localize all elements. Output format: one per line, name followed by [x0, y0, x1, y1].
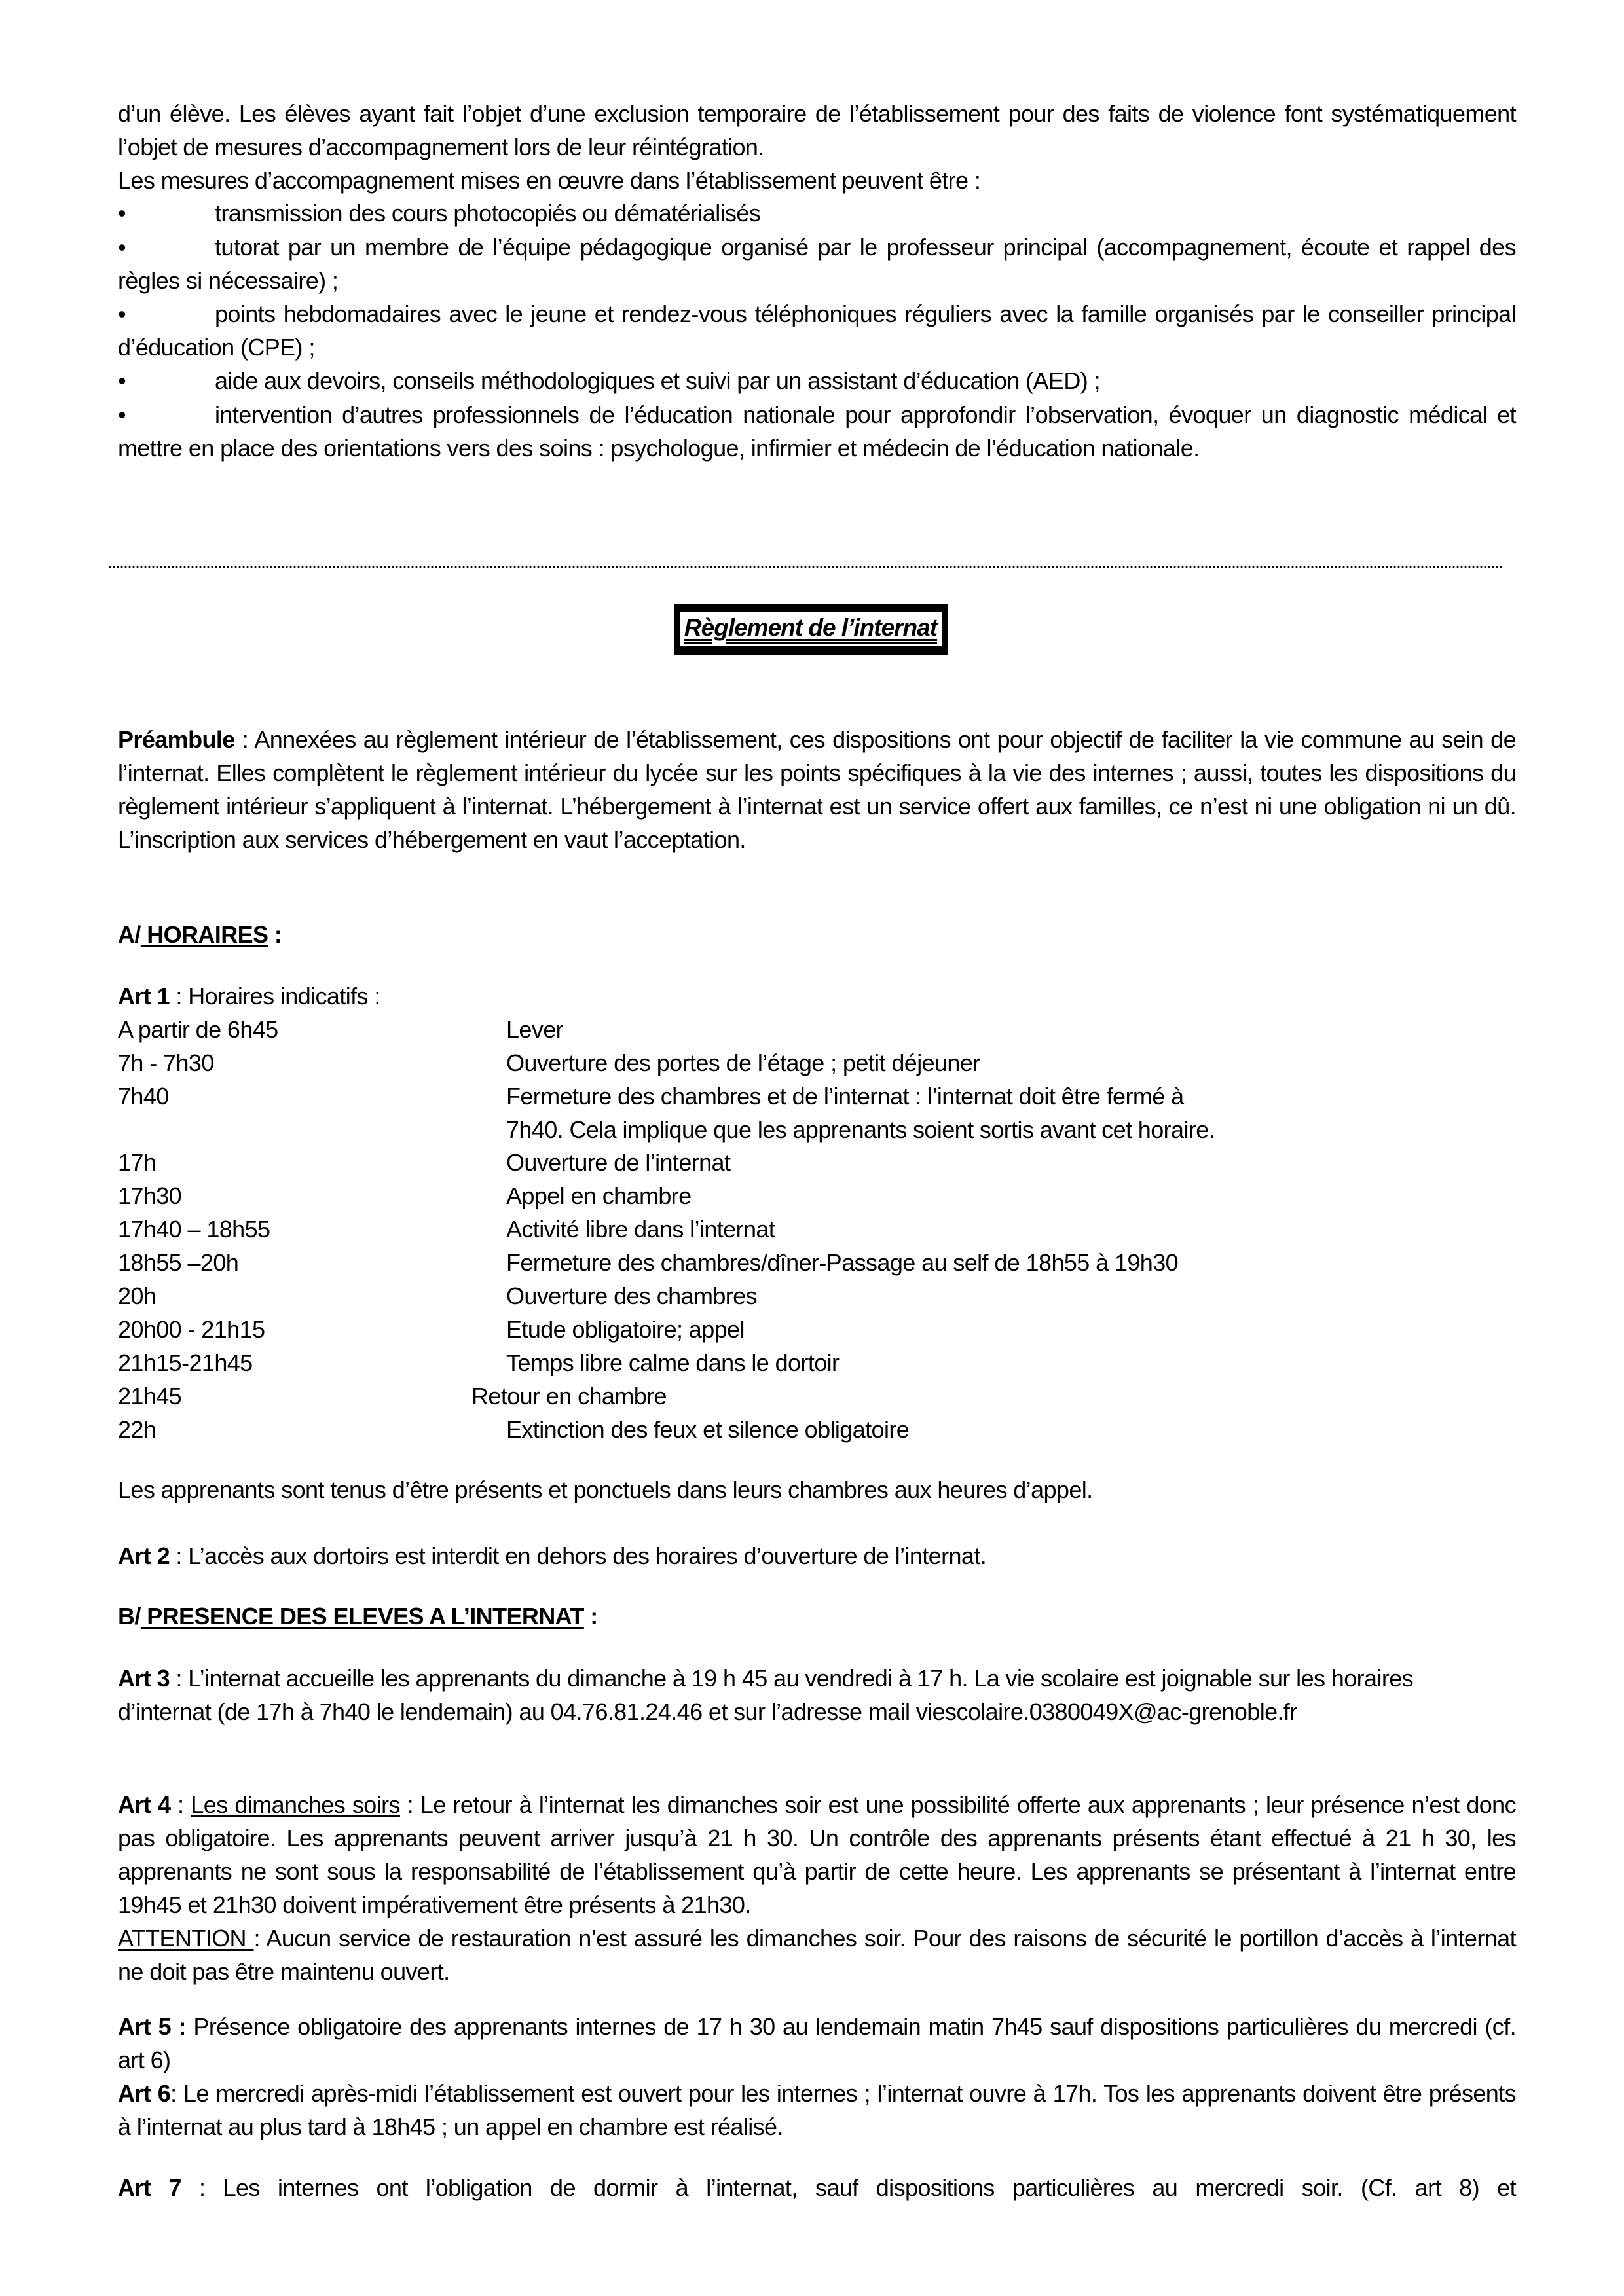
- schedule-activity: Appel en chambre: [506, 1182, 692, 1209]
- art2-paragraph: Art 2 : L’accès aux dortoirs est interdit en dehors des horaires d’ouverture de l’internat.: [118, 1542, 987, 1569]
- bullet-icon: •: [118, 200, 126, 227]
- schedule-activity: Fermeture des chambres et de l’internat : l’internat doit être fermé à: [506, 1083, 1184, 1110]
- schedule-time: 17h: [118, 1149, 157, 1176]
- bullet-icon: •: [118, 401, 126, 428]
- preambule-label: Préambule: [118, 726, 235, 753]
- title-frame: [674, 604, 948, 655]
- bullet-icon: •: [118, 367, 126, 394]
- schedule-time: 21h45: [118, 1383, 182, 1410]
- art4-paragraph: Art 4 : Les dimanches soirs : Le retour à l’internat les dimanches soir est une possibilité offerte aux apprenants ; leur présence n’est donc pas obligatoire. Les apprenants peuvent arriver jusqu’à 21 h 30. Un contrôle des apprenants présents étant effectué à 21 h 30, les apprenants ne sont sous la responsabilité de l’établissement qu’à partir de cette heure. Les apprenants se présentant à l’internat entre 19h45 et 21h30 doivent impérativement être présents à 21h30. ATTENTION : Aucun service de restauration n’est assuré les dimanches soir. Pour des raisons de sécurité le portillon d’accès à l’internat ne doit pas être maintenu ouvert.: [118, 1791, 1517, 1985]
- schedule-activity: Lever: [506, 1016, 564, 1043]
- measures-intro: Les mesures d’accompagnement mises en œuvre dans l’établissement peuvent être :: [118, 167, 981, 194]
- schedule-time: A partir de 6h45: [118, 1016, 278, 1043]
- schedule-time: 20h00 - 21h15: [118, 1316, 265, 1343]
- intro-paragraph: d’un élève. Les élèves ayant fait l’objet d’une exclusion temporaire de l’établissement pour des faits de violence font systématiquement l’objet de mesures d’accompagnement lors de leur réintégration.: [118, 100, 1516, 160]
- schedule-time: 17h40 – 18h55: [118, 1216, 270, 1243]
- schedule-time: 20h: [118, 1283, 157, 1309]
- art5-paragraph: Art 5 : Présence obligatoire des apprenants internes de 17 h 30 au lendemain matin 7h45 sauf dispositions particulières du mercredi (cf. art 6): [118, 2013, 1517, 2073]
- preambule-paragraph: Préambule : Annexées au règlement intérieur de l’établissement, ces dispositions ont pour objectif de faciliter la vie commune au sein de l’internat. Elles complètent le règlement intérieur du lycée sur les points spécifiques à la vie des internes ; aussi, toutes les dispositions du règlement intérieur s’appliquent à l’internat. L’hébergement à l’internat est un service offert aux familles, ce n’est ni une obligation ni un dû. L’inscription aux services d’hébergement en vaut l’acceptation.: [118, 726, 1516, 853]
- schedule-time: 22h: [118, 1416, 157, 1443]
- schedule-time: 7h40: [118, 1083, 169, 1110]
- attention-label: ATTENTION: [118, 1925, 254, 1952]
- schedule-time: 17h30: [118, 1182, 182, 1209]
- list-item: • intervention d’autres professionnels de l’éducation nationale pour approfondir l’observation, évoquer un diagnostic médical et mettre en place des orientations vers des soins : psychologue, infirmier et médecin de l’éducation nationale.: [118, 398, 1516, 465]
- schedule-activity: Temps libre calme dans le dortoir: [506, 1349, 840, 1376]
- schedule-activity-continued: 7h40. Cela implique que les apprenants soient sortis avant cet horaire.: [506, 1116, 1215, 1143]
- schedule-activity: Fermeture des chambres/dîner-Passage au self de 18h55 à 19h30: [506, 1249, 1179, 1276]
- schedule-activity: Ouverture des portes de l’étage ; petit déjeuner: [506, 1049, 980, 1076]
- schedule-activity: Etude obligatoire; appel: [506, 1316, 745, 1343]
- art1-heading: Art 1 : Horaires indicatifs :: [118, 983, 380, 1010]
- art6-paragraph: Art 6: Le mercredi après-midi l’établissement est ouvert pour les internes ; l’internat ouvre à 17h. Tos les apprenants doivent être présents à l’internat au plus tard à 18h45 ; un appel en chambre est réalisé.: [118, 2080, 1516, 2140]
- schedule-activity: Activité libre dans l’internat: [506, 1216, 775, 1243]
- schedule-activity: Retour en chambre: [471, 1383, 667, 1410]
- dotted-separator: [108, 566, 1503, 568]
- schedule-activity: Extinction des feux et silence obligatoire: [506, 1416, 910, 1443]
- bullet-icon: •: [118, 234, 126, 261]
- list-item: • aide aux devoirs, conseils méthodologiques et suivi par un assistant d’éducation (AED) ;: [118, 364, 1516, 397]
- schedule-activity: Ouverture des chambres: [506, 1283, 757, 1309]
- schedule-time: 21h15-21h45: [118, 1349, 253, 1376]
- schedule-activity: Ouverture de l’internat: [506, 1149, 731, 1176]
- list-item: • transmission des cours photocopiés ou dématérialisés: [118, 196, 1516, 230]
- art3-paragraph: Art 3 : L’internat accueille les apprenants du dimanche à 19 h 45 au vendredi à 17 h. La vie scolaire est joignable sur les horaires d’internat (de 17h à 7h40 le lendemain) au 04.76.81.24.46 et sur l’adresse mail viescolaire.0380049X@ac-grenoble.fr: [118, 1665, 1414, 1725]
- list-item: • tutorat par un membre de l’équipe pédagogique organisé par le professeur principal (accompagnement, écoute et rappel des règles si nécessaire) ;: [118, 230, 1516, 297]
- schedule-time: 7h - 7h30: [118, 1049, 214, 1076]
- section-heading-horaires: A/ HORAIRES :: [118, 921, 282, 948]
- schedule-time: 18h55 –20h: [118, 1249, 239, 1276]
- list-item: • points hebdomadaires avec le jeune et rendez-vous téléphoniques réguliers avec la famille organisés par le conseiller principal d’éducation (CPE) ;: [118, 297, 1516, 364]
- art7-paragraph: Art 7 : Les internes ont l’obligation de dormir à l’internat, sauf dispositions particulières au mercredi soir. (Cf. art 8) et: [118, 2174, 1516, 2201]
- art4-subtitle: Les dimanches soirs: [191, 1791, 400, 1818]
- page-title: Règlement de l’internat: [680, 612, 942, 646]
- section-heading-presence: B/ PRESENCE DES ELEVES A L’INTERNAT :: [118, 1603, 598, 1630]
- art1-note: Les apprenants sont tenus d’être présents et ponctuels dans leurs chambres aux heures d’appel.: [118, 1476, 1093, 1503]
- bullet-icon: •: [118, 301, 126, 327]
